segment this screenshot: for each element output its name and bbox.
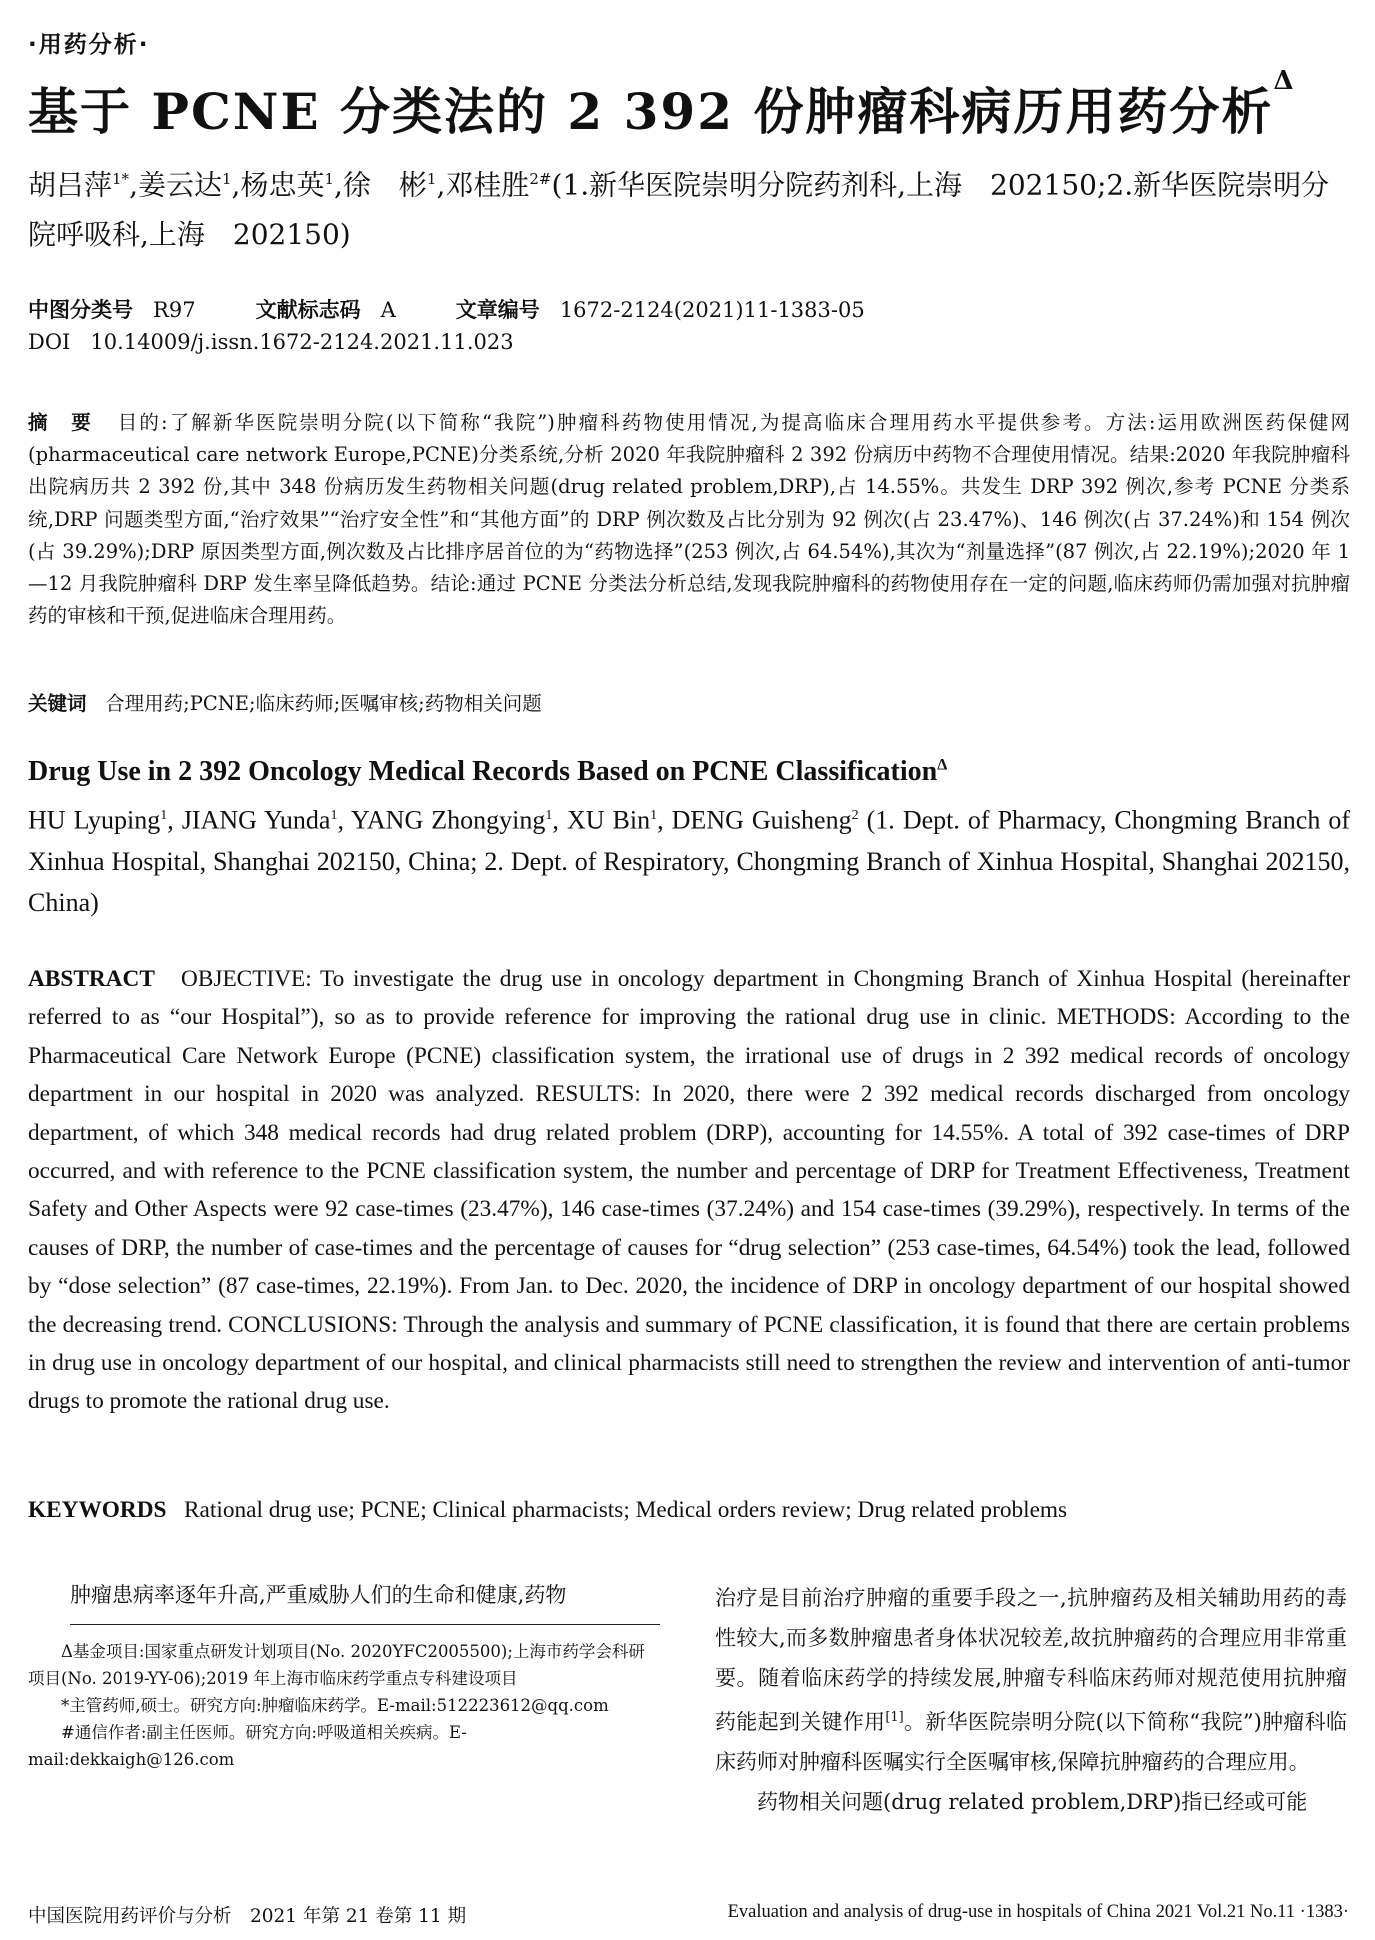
body-paragraph-2: 药物相关问题(drug related problem,DRP)指已经或可能: [757, 1790, 1308, 1814]
author-cn-4: 徐 彬: [342, 168, 427, 202]
section-tag: ·用药分析·: [28, 32, 150, 58]
author-en-2: JIANG Yunda: [181, 805, 331, 835]
title-fund-mark: Δ: [1273, 66, 1296, 96]
keywords-en-label: KEYWORDS: [28, 1497, 167, 1523]
author-en-5: DENG Guisheng: [671, 805, 852, 835]
keywords-cn: [28, 688, 542, 716]
affiliation-cn: (1.新华医院崇明分院药剂科,上海 202150;2.新华医院崇明分院呼吸科,上海 202150): [28, 168, 1330, 252]
author-en-4: XU Bin: [566, 805, 651, 835]
author-en-2-affil: 1: [330, 808, 338, 823]
keywords-en: [28, 1497, 1067, 1524]
abstract-en-label: ABSTRACT: [28, 966, 155, 992]
doc-code-label: 文献标志码: [255, 298, 361, 322]
author-cn-2-affil: 1: [221, 170, 232, 188]
footnote-fund: Δ基金项目:国家重点研发计划项目(No. 2020YFC2005500);上海市药学会科研项目(No. 2019-YY-06);2019 年上海市临床药学重点专科建设项目: [28, 1642, 645, 1688]
author-en-3-affil: 1: [545, 808, 553, 823]
authors-cn: 胡吕萍$^{1*}$,姜云达$^1$,杨忠英$^1$,徐 彬$^1$,邓桂胜$^{2\#}$(1.新华医院崇明分院药剂科,上海 202150;2.新华医院崇明分院呼吸科,上海 202150): [28, 168, 1330, 252]
keywords-en-text: Rational drug use; PCNE; Clinical pharmacists; Medical orders review; Drug related problems: [184, 1497, 1068, 1523]
author-en-4-affil: 1: [650, 808, 658, 823]
footnote-first-author: *主管药师,硕士。研究方向:肿瘤临床药学。E-mail:512223612@qq.com: [61, 1696, 609, 1715]
author-cn-1-affil: 1*: [112, 170, 130, 188]
doi-label: DOI: [28, 330, 71, 354]
author-cn-2: 姜云达: [137, 168, 222, 202]
author-cn-3-affil: 1: [324, 170, 334, 188]
body-p1-text: 治疗是目前治疗肿瘤的重要手段之一,抗肿瘤药及相关辅助用药的毒性较大,而多数肿瘤患者身体状况较差,故抗肿瘤药的合理应用非常重要。随着临床药学的持续发展,肿瘤专科临床药师对规范使用抗肿瘤药能起到关键作用: [715, 1586, 1347, 1734]
affiliation-en: (1. Dept. of Pharmacy, Chongming Branch of Xinhua Hospital, Shanghai 202150, China; 2. Dept. of Respiratory, Chongming Branch of Xinhua Hospital, Shanghai 202150, China): [28, 805, 1351, 917]
author-en-1: HU Lyuping: [28, 805, 161, 835]
clc-label: 中图分类号: [28, 298, 133, 322]
footnote-corresponding: #通信作者:副主任医师。研究方向:呼吸道相关疾病。E-mail:dekkaigh@126.com: [28, 1723, 467, 1769]
keywords-cn-label: 关键词: [28, 692, 87, 715]
abstract-cn-text: 目的:了解新华医院崇明分院(以下简称“我院”)肿瘤科药物使用情况,为提高临床合理用药水平提供参考。方法:运用欧洲医药保健网(pharmaceutical care network Europe,PCNE)分类系统,分析 2020 年我院肿瘤科 2 392 份病历中药物不合理使用情况。结果:2020 年我院肿瘤科出院病历共 2 392 份,其中 348 份病历发生药物相关问题(drug related problem,DRP),占 14.55%。共发生 DRP 392 例次,参考 PCNE 分类系统,DRP 问题类型方面,“治疗效果”“治疗安全性”和“其他方面”的 DRP 例次数及占比分别为 92 例次(占 23.47%)、146 例次(占 37.24%)和 154 例次(占 39.29%);DRP 原因类型方面,例次数及占比排序居首位的为“药物选择”(253 例次,占 64.54%),其次为“剂量选择”(87 例次,占 22.19%);2020 年 1—12 月我院肿瘤科 DRP 发生率呈降低趋势。结论:通过 PCNE 分类法分析总结,发现我院肿瘤科的药物使用存在一定的问题,临床药师仍需加强对抗肿瘤药的审核和干预,促进临床合理用药。: [28, 411, 1350, 628]
abstract-en-text: OBJECTIVE: To investigate the drug use in oncology department in Chongming Branch of Xinhua Hospital (hereinafter referred to as “our Hospital”), so as to provide reference for improving the rational drug use in clinic. METHODS: According to the Pharmaceutical Care Network Europe (PCNE) classification system, the irrational use of drugs in 2 392 medical records of oncology department in our hospital in 2020 was analyzed. RESULTS: In 2020, there were 2 392 medical records discharged from oncology department, of which 348 medical records had drug related problem (DRP), accounting for 14.55%. A total of 392 case-times of DRP occurred, and with reference to the PCNE classification system, the number and percentage of DRP for Treatment Effectiveness, Treatment Safety and Other Aspects were 92 case-times (23.47%), 146 case-times (37.24%) and 154 case-times (39.29%), respectively. In terms of the causes of DRP, the number of case-times and the percentage of causes for “drug selection” (253 case-times, 64.54%) took the lead, followed by “dose selection” (87 case-times, 22.19%). From Jan. to Dec. 2020, the incidence of DRP in oncology department of our hospital showed the decreasing trend. CONCLUSIONS: Through the analysis and summary of PCNE classification, it is found that there are certain problems in drug use in oncology department of our hospital, and clinical pharmacists still need to strengthen the review and intervention of anti-tumor drugs to promote the rational drug use.: [28, 966, 1350, 1415]
body-left-intro: 肿瘤患病率逐年升高,严重威胁人们的生命和健康,药物: [70, 1583, 567, 1607]
article-title-cn: [28, 66, 1296, 144]
clc-value: R97: [153, 298, 196, 322]
body-p1-text-cont: 。新华医院崇明分院(以下简称“我院”)肿瘤科临床药师对肿瘤科医嘱实行全医嘱审核,保障抗肿瘤药的合理应用。: [715, 1710, 1347, 1774]
footer-journal-en: Evaluation and analysis of drug-use in hospitals of China 2021 Vol.21 No.11 ·1383·: [727, 1902, 1349, 1922]
author-en-5-affil: 2: [851, 808, 859, 823]
title-en-fund-mark: Δ: [937, 756, 948, 774]
doi-line: [28, 330, 514, 354]
abstract-cn-label: 摘 要: [28, 411, 93, 434]
abstract-en: [28, 960, 1350, 1421]
doc-code-value: A: [380, 298, 396, 322]
footer-journal-cn: 中国医院用药评价与分析 2021 年第 21 卷第 11 期: [28, 1906, 467, 1927]
author-cn-3: 杨忠英: [240, 168, 325, 202]
title-en-text: Drug Use in 2 392 Oncology Medical Records Based on PCNE Classification: [28, 756, 938, 787]
title-cn-text: 基于 PCNE 分类法的 2 392 份肿瘤科病历用药分析: [28, 82, 1274, 141]
author-en-1-affil: 1: [160, 808, 168, 823]
article-no-label: 文章编号: [455, 298, 540, 322]
body-right-column: [715, 1578, 1347, 1822]
keywords-cn-text: 合理用药;PCNE;临床药师;医嘱审核;药物相关问题: [105, 692, 542, 715]
author-cn-5: 邓桂胜: [445, 168, 530, 202]
authors-en: HU Lyuping$^1$, JIANG Yunda$^1$, YANG Zhongying$^1$, XU Bin$^1$, DENG Guisheng$^2$ (1. Dept. of Pharmacy, Chongming Branch of Xinhua Hospital, Shanghai 202150, China; 2. Dept. of Respiratory, Chongming Branch of Xinhua Hospital, Shanghai 202150, China): [28, 805, 1351, 917]
doi-value: 10.14009/j.issn.1672-2124.2021.11.023: [90, 330, 514, 354]
abstract-cn: [28, 407, 1350, 632]
classification-meta: [28, 294, 865, 324]
author-cn-5-affil: 2#: [529, 170, 552, 188]
author-cn-1: 胡吕萍: [28, 168, 113, 202]
article-no-value: 1672-2124(2021)11-1383-05: [559, 298, 865, 322]
body-paragraph-1: [715, 1578, 1347, 1782]
footnotes: [28, 1638, 660, 1773]
citation-1: [1]: [885, 1710, 904, 1725]
author-en-3: YANG Zhongying: [351, 805, 546, 835]
article-title-en: [28, 756, 947, 788]
footnote-divider: [70, 1624, 660, 1625]
author-cn-4-affil: 1: [426, 170, 437, 188]
